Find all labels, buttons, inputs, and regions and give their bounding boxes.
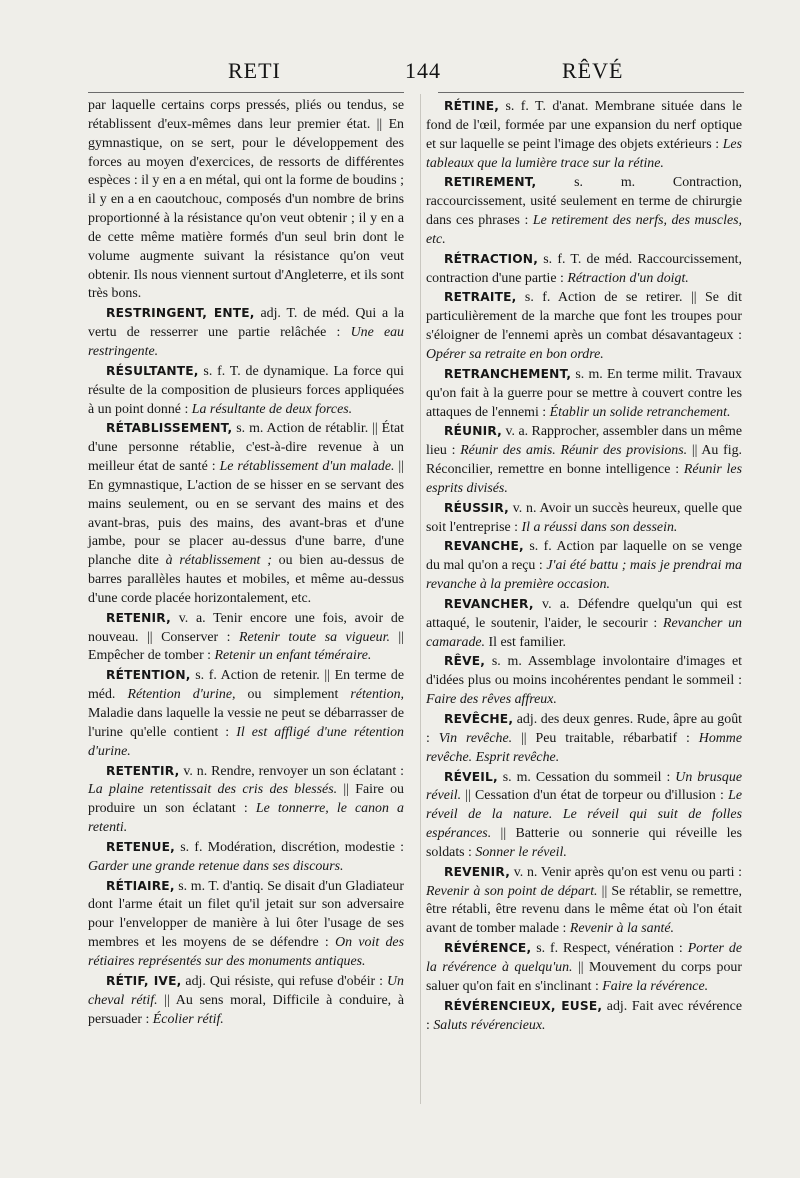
entry-example: Réunir les esprits divisés. — [426, 462, 742, 496]
dictionary-entry — [426, 250, 742, 289]
entry-example: Retenir toute sa vigueur. — [239, 629, 390, 645]
entry-text: s. f. T. d'anat. Membrane située dans le fond de l'œil, formée par une expansion du nerf optique et sur laquelle se peint l'image des objets extérieurs : — [426, 99, 742, 152]
entry-text: || Faire ou produire un son éclatant : — [88, 782, 404, 817]
entry-example: Il a réussi dans son dessein. — [521, 519, 678, 535]
entry-headword: RESTRINGENT, ENTE, — [106, 306, 255, 321]
entry-headword: RETRANCHEMENT, — [444, 366, 572, 381]
entry-text: || Peu traitable, rébarbatif : — [512, 730, 699, 746]
running-head-left: RETI — [228, 58, 281, 83]
entry-example: Le tonnerre, le canon a retenti. — [88, 801, 404, 836]
entry-example: On voit des rétiaires représentés sur des monuments antiques. — [88, 935, 404, 969]
entry-example: Sonner le réveil. — [475, 844, 567, 860]
entry-headword: RETIREMENT, — [444, 175, 537, 190]
dictionary-entry — [426, 710, 742, 768]
entry-text: || En gymnastique, L'action de se hisser en se servant des mains seulement, ou en se servant des mains et des avant-bras, puis des mains, des avant-bras et d'une jambe, pour se placer au-dessus d'une barre, d'une planche dite — [88, 459, 404, 569]
entry-text: v. a. Rapprocher, assembler dans un même lieu : — [426, 424, 742, 459]
entry-text: v. n. Rendre, renvoyer un son éclatant : — [179, 763, 404, 779]
entry-text: v. n. Avoir un succès heureux, quelle que soit l'entreprise : — [426, 500, 742, 535]
entry-text: v. n. Venir après qu'on est venu ou parti : — [510, 864, 742, 880]
entry-example: Rétraction d'un doigt. — [567, 270, 689, 286]
entry-text: s. f. Action par laquelle on se venge du mal qu'on a reçu : — [426, 539, 742, 574]
entry-example: Revancher un camarade. — [426, 615, 742, 650]
entry-example: La résultante de deux forces. — [191, 401, 353, 417]
entry-headword: RETENIR, — [106, 610, 171, 625]
entry-example: Revenir à son point de départ. — [426, 883, 598, 899]
entry-example: Le rétablissement d'un malade. — [219, 459, 395, 475]
entry-text: || Batterie ou sonnerie qui réveille les soldats : — [426, 826, 742, 860]
dictionary-entry — [88, 972, 404, 1030]
entry-text: s. m. Assemblage involontaire d'images et d'idées plus ou moins incohérentes pendant le sommeil : — [426, 654, 742, 689]
dictionary-entry — [426, 595, 742, 653]
dictionary-entry — [426, 863, 742, 939]
entry-example: Une eau restringente. — [88, 325, 404, 359]
entry-example: Opérer sa retraite en bon ordre. — [426, 346, 604, 362]
entry-text: || Cessation d'un état de torpeur ou d'illusion : — [461, 788, 729, 804]
entry-headword: RÉUSSIR, — [444, 500, 509, 515]
entry-text: adj. Fait avec révérence : — [426, 998, 742, 1033]
entry-example: Revenir à la santé. — [569, 921, 675, 937]
entry-headword: RÉSULTANTE, — [106, 363, 199, 378]
entry-headword: RÉVÉRENCIEUX, EUSE, — [444, 998, 603, 1013]
entry-headword: RÊVE, — [444, 654, 486, 669]
entry-headword: RÉVÉRENCE, — [444, 941, 532, 956]
entry-text: s. f. Modération, discrétion, modestie : — [175, 839, 404, 855]
entry-headword: RÉTIAIRE, — [106, 878, 175, 893]
entry-text: || Se rétablir, se remettre, être rétabli, être revenu dans le même état où l'on était avant de tomber malade : — [426, 883, 743, 937]
entry-headword: REVANCHE, — [444, 539, 524, 554]
entry-example: Rétention d'urine, — [127, 687, 236, 703]
dictionary-entry — [88, 609, 404, 667]
header-rule-left — [88, 92, 404, 93]
page-number: 144 — [405, 58, 441, 83]
left-column — [88, 97, 404, 1029]
entry-example: Garder une grande retenue dans ses discours. — [88, 858, 344, 874]
dictionary-entry — [426, 365, 742, 423]
entry-example: Saluts révérencieux. — [433, 1017, 546, 1033]
entry-example: rétention, — [350, 687, 404, 703]
entry-text: s. f. T. de méd. Raccourcissement, contraction d'une partie : — [426, 251, 742, 286]
header-rule-right — [438, 92, 744, 93]
dictionary-entry — [88, 838, 404, 877]
entry-text: s. f. Action de retenir. || En terme de méd. — [88, 668, 404, 703]
entry-headword: REVANCHER, — [444, 596, 534, 611]
entry-example: Faire des rêves affreux. — [426, 692, 557, 708]
entry-headword: RETRAITE, — [444, 290, 517, 305]
entry-text: v. a. Tenir encore une fois, avoir de nouveau. || Conserver : — [88, 610, 404, 645]
entry-headword: RÉUNIR, — [444, 424, 502, 439]
entry-text: s. f. Respect, vénération : — [531, 941, 688, 957]
dictionary-entry — [88, 419, 404, 608]
entry-example: La plaine retentissait des cris des blessés. — [88, 782, 338, 798]
entry-text: s. m. Contraction, raccourcissement, usité seulement en terme de chirurgie dans ces phrases : — [426, 175, 742, 229]
dictionary-entry — [426, 997, 742, 1036]
dictionary-entry — [426, 537, 742, 595]
entry-example: Le réveil de la nature. Le réveil qui suit de folles espérances. — [426, 788, 742, 842]
dictionary-entry — [426, 173, 742, 249]
running-head — [0, 58, 800, 90]
entry-example: Porter de la révérence à quelqu'un. — [426, 941, 742, 975]
entry-text: v. a. Défendre quelqu'un qui est attaqué, le soutenir, l'aider, le secourir : — [426, 596, 742, 631]
entry-text: || Empêcher de tomber : — [88, 629, 404, 664]
entry-example: Réunir des amis. Réunir des provisions. — [460, 443, 688, 459]
entry-example: Établir un solide retranchement. — [549, 404, 731, 420]
dictionary-entry — [426, 652, 742, 710]
dictionary-entry — [88, 762, 404, 838]
entry-text: || Au fig. Réconcilier, remettre en bonne intelligence : — [426, 443, 743, 478]
entry-example: Les tableaux que la lumière trace sur la rétine. — [426, 136, 742, 171]
entry-example: J'ai été battu ; mais je prendrai ma revanche à la première occasion. — [426, 558, 742, 593]
dictionary-entry — [426, 97, 742, 173]
entry-headword: RÉTIF, IVE, — [106, 973, 182, 988]
dictionary-entry — [426, 768, 742, 863]
entry-example: à rétablissement ; — [165, 553, 272, 569]
entry-text: s. m. T. d'antiq. Se disait d'un Gladiateur dont l'arme était un filet qu'il jetait sur son adversaire pour l'envelopper de manière à lui ôter l'usage de ses membres et les moyens de se défendre : — [88, 878, 404, 951]
column-divider — [420, 94, 421, 1104]
entry-example: Il est affligé d'une rétention d'urine. — [88, 724, 405, 759]
entry-text: adj. des deux genres. Rude, âpre au goût : — [426, 712, 742, 746]
entry-text: s. m. En terme milit. Travaux qu'on fait à la guerre pour se mettre à couvert contre les attaques de l'ennemi : — [426, 366, 742, 420]
entry-text: Il est familier. — [485, 634, 567, 650]
entry-headword: REVÊCHE, — [444, 712, 514, 726]
dictionary-entry — [88, 877, 404, 972]
entry-text: || Au sens moral, Difficile à conduire, à persuader : — [88, 992, 404, 1027]
entry-headword: RETENTIR, — [106, 763, 180, 778]
entry-headword: RÉVEIL, — [444, 769, 498, 784]
dictionary-entry — [88, 362, 404, 420]
entry-example: Faire la révérence. — [602, 978, 709, 994]
right-column — [426, 97, 742, 1035]
entry-text: || Mouvement du corps pour saluer qu'on fait en s'inclinant : — [426, 959, 742, 994]
entry-text: ou simplement — [235, 687, 351, 703]
dictionary-entry — [88, 666, 404, 761]
entry-headword: RÉTENTION, — [106, 668, 191, 683]
dictionary-entry — [88, 304, 404, 362]
entry-headword: RÉTRACTION, — [444, 251, 539, 266]
entry-text: par laquelle certains corps pressés, pliés ou tendus, se rétablissent d'eux-mêmes dans leur premier état. || En gymnastique, on se sert, pour le développement des forces au moyen d'exercices, de ressorts de différentes espèces : il y en a en métal, qui ont la forme de boudins ; il y en a en caoutchouc, composés d'un nombre de brins proportionné à la résistance qu'on veut obtenir ; il y en a de cette même matière formés d'un seul brin dont le volume augmente suivant la résistance qu'on veut obtenir. Ils nous viennent surtout d'Angleterre, et ils sont très bons. — [88, 98, 404, 302]
entry-headword: RETENUE, — [106, 839, 176, 854]
entry-example: Écolier rétif. — [152, 1011, 224, 1027]
entry-example: Vin revêche. — [438, 730, 513, 746]
entry-headword: RÉTABLISSEMENT, — [106, 421, 233, 436]
dictionary-entry — [426, 422, 742, 498]
entry-text: Maladie dans laquelle la vessie ne peut se débarrasser de l'urine qu'elle contient : — [88, 706, 404, 740]
dictionary-entry — [426, 939, 742, 997]
entry-example: Le retirement des nerfs, des muscles, etc. — [426, 213, 742, 247]
entry-text: s. f. T. de dynamique. La force qui résulte de la composition de plusieurs forces appliquées à un point donné : — [88, 363, 404, 417]
entry-headword: REVENIR, — [444, 864, 511, 879]
entry-text: ou bien au-dessus de barres parallèles hautes et mobiles, et même au-dessus d'une corde placée horizontalement, etc. — [88, 553, 404, 606]
entry-text: adj. Qui résiste, qui refuse d'obéir : — [181, 973, 387, 989]
running-head-right: RÊVÉ — [562, 58, 624, 83]
entry-example: Homme revêche. Esprit revêche. — [426, 730, 742, 765]
entry-text: s. m. Action de rétablir. || État d'une personne rétablie, c'est-à-dire revenue à un meilleur état de santé : — [88, 421, 404, 475]
entry-text: s. f. Action de se retirer. || Se dit particulièrement de la marche que font les troupes pour s'éloigner de l'ennemi après un combat désavantageux : — [426, 290, 742, 344]
entry-headword: RÉTINE, — [444, 99, 500, 113]
entry-example: Un brusque réveil. — [426, 769, 742, 804]
entry-example: Retenir un enfant téméraire. — [214, 648, 372, 664]
entry-text: adj. T. de méd. Qui a la vertu de resserrer une partie relâchée : — [88, 306, 404, 341]
dictionary-entry — [88, 97, 404, 304]
dictionary-entry — [426, 288, 742, 364]
entry-text: s. m. Cessation du sommeil : — [497, 769, 676, 785]
dictionary-entry — [426, 499, 742, 538]
entry-example: Un cheval rétif. — [88, 973, 404, 1008]
